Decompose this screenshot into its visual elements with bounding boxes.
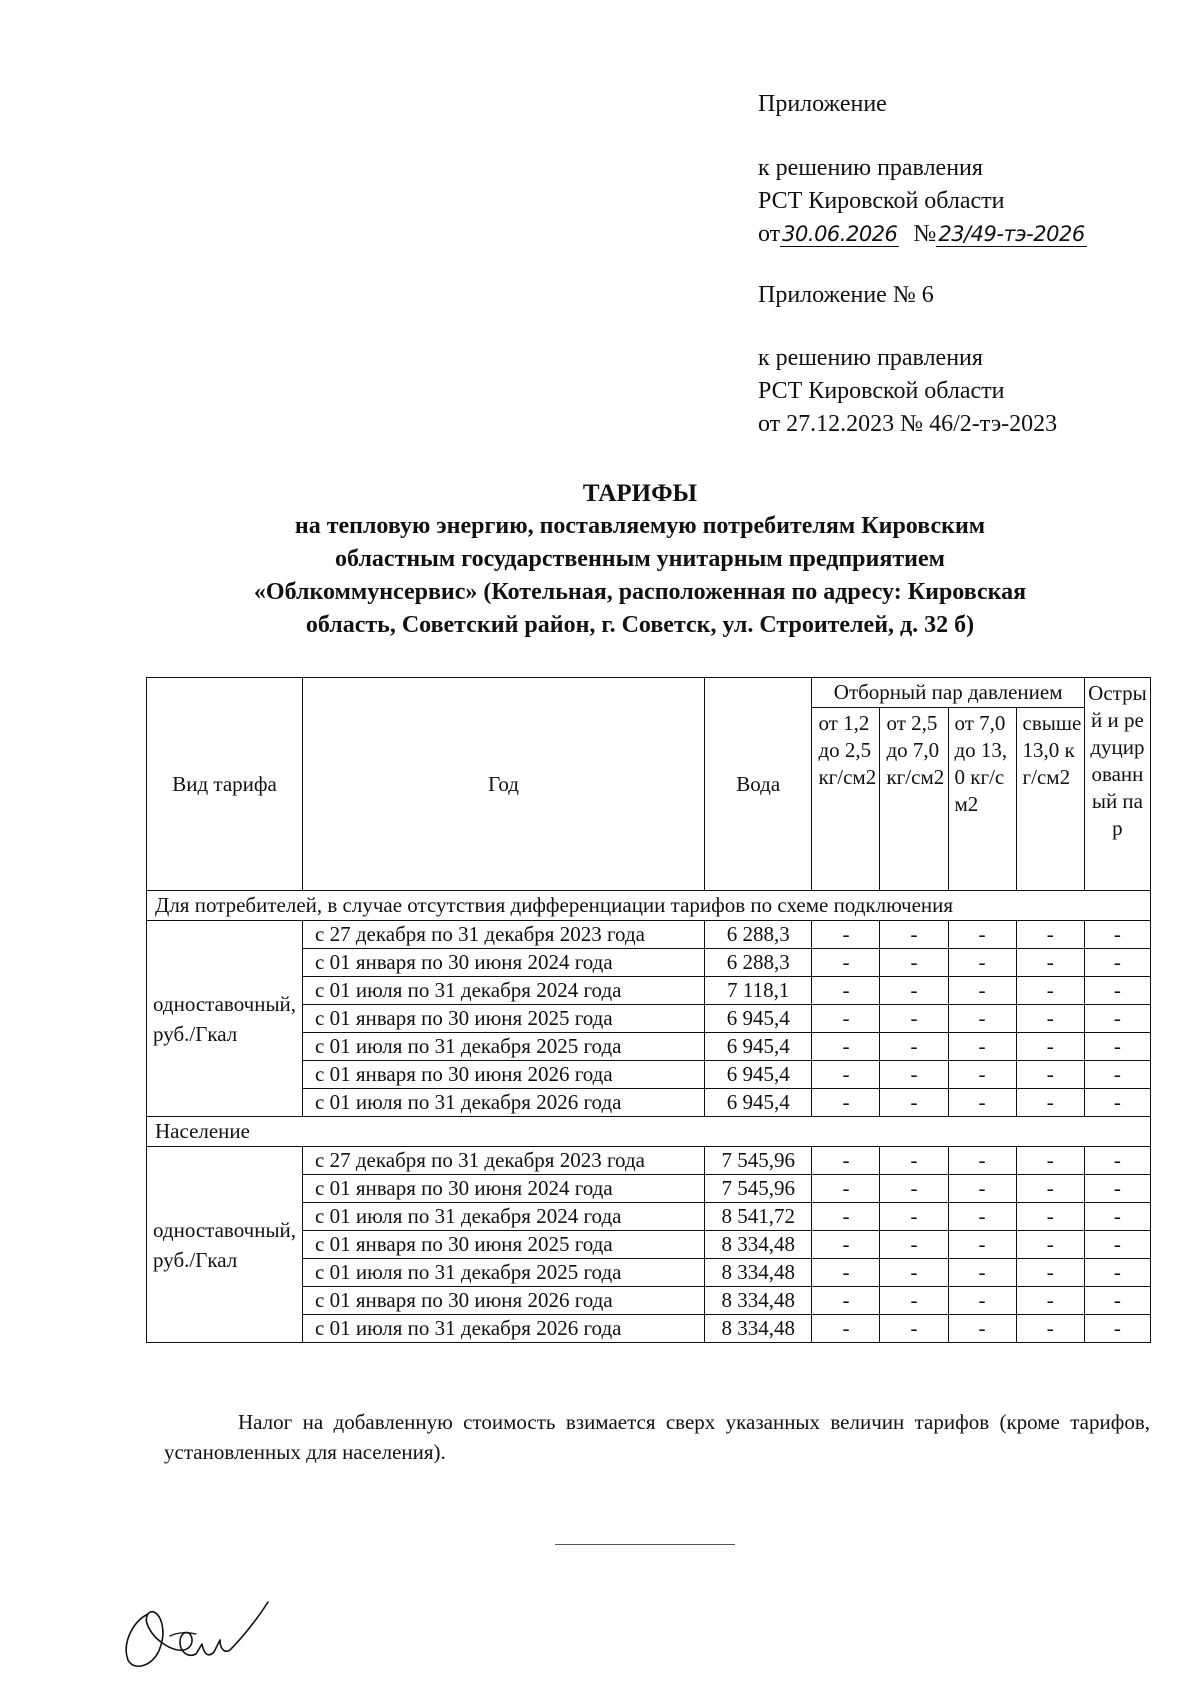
steam-tariff-cell: - [1016, 977, 1084, 1005]
steam-tariff-cell: - [1016, 921, 1084, 949]
steam-tariff-cell: - [948, 1147, 1016, 1175]
header-water: Вода [705, 678, 812, 891]
steam-tariff-cell: - [812, 1061, 880, 1089]
decision2-line-1: к решению правления [758, 345, 983, 371]
header-steam-3: от 7,0 до 13,0 кг/см2 [948, 708, 1016, 891]
tariff-kind-cell: одноставочный, руб./Гкал [147, 921, 303, 1117]
steam-tariff-cell: - [1084, 1147, 1150, 1175]
steam-tariff-cell: - [948, 1203, 1016, 1231]
period-cell: с 27 декабря по 31 декабря 2023 года [303, 1147, 705, 1175]
steam-tariff-cell: - [812, 921, 880, 949]
steam-tariff-cell: - [1016, 1231, 1084, 1259]
steam-tariff-cell: - [1016, 949, 1084, 977]
steam-tariff-cell: - [1016, 1287, 1084, 1315]
steam-tariff-cell: - [880, 1315, 948, 1343]
period-cell: с 27 декабря по 31 декабря 2023 года [303, 921, 705, 949]
header-steam-1: от 1,2 до 2,5 кг/см2 [812, 708, 880, 891]
steam-tariff-cell: - [880, 1005, 948, 1033]
title-line-1: на тепловую энергию, поставляемую потребителям Кировским [294, 513, 986, 539]
steam-tariff-cell: - [1084, 977, 1150, 1005]
steam-tariff-cell: - [880, 1203, 948, 1231]
steam-tariff-cell: - [1016, 1175, 1084, 1203]
water-tariff-cell: 8 334,48 [705, 1315, 812, 1343]
steam-tariff-cell: - [812, 1147, 880, 1175]
steam-tariff-cell: - [948, 1061, 1016, 1089]
steam-tariff-cell: - [812, 977, 880, 1005]
water-tariff-cell: 6 945,4 [705, 1033, 812, 1061]
period-cell: с 01 января по 30 июня 2024 года [303, 1175, 705, 1203]
steam-tariff-cell: - [948, 977, 1016, 1005]
appendix-6-label [758, 279, 934, 312]
appendix-label-text: Приложение [758, 91, 887, 117]
steam-tariff-cell: - [880, 977, 948, 1005]
header-steam-group: Отборный пар давлением [812, 678, 1084, 708]
steam-tariff-cell: - [948, 1033, 1016, 1061]
period-cell: с 01 июля по 31 декабря 2025 года [303, 1033, 705, 1061]
steam-tariff-cell: - [880, 949, 948, 977]
water-tariff-cell: 7 545,96 [705, 1147, 812, 1175]
steam-tariff-cell: - [1016, 1061, 1084, 1089]
header-sharp-steam: Острый и редуцированный пар [1084, 678, 1150, 891]
period-cell: с 01 января по 30 июня 2024 года [303, 949, 705, 977]
water-tariff-cell: 6 288,3 [705, 921, 812, 949]
steam-tariff-cell: - [1016, 1203, 1084, 1231]
steam-tariff-cell: - [1084, 1005, 1150, 1033]
steam-tariff-cell: - [948, 921, 1016, 949]
header-year: Год [303, 678, 705, 891]
period-cell: с 01 июля по 31 декабря 2026 года [303, 1089, 705, 1117]
header-steam-2: от 2,5 до 7,0 кг/см2 [880, 708, 948, 891]
tariff-table-body [147, 891, 1151, 1343]
water-tariff-cell: 8 334,48 [705, 1259, 812, 1287]
decision-reference-2 [758, 342, 1057, 441]
period-cell: с 01 января по 30 июня 2026 года [303, 1287, 705, 1315]
steam-tariff-cell: - [1084, 1315, 1150, 1343]
section-row [147, 891, 1151, 921]
title-line-3: «Облкоммунсервис» (Котельная, расположенная по адресу: Кировская [253, 579, 1027, 605]
period-cell: с 01 июля по 31 декабря 2025 года [303, 1259, 705, 1287]
steam-tariff-cell: - [948, 1231, 1016, 1259]
vat-note: Налог на добавленную стоимость взимается сверх указанных величин тарифов (кроме тарифов, установленных для населения). [164, 1410, 1150, 1464]
title-line-4: область, Советский район, г. Советск, ул. Строителей, д. 32 б) [305, 612, 975, 638]
steam-tariff-cell: - [812, 1033, 880, 1061]
steam-tariff-cell: - [1084, 949, 1150, 977]
steam-tariff-cell: - [948, 1315, 1016, 1343]
water-tariff-cell: 7 545,96 [705, 1175, 812, 1203]
decision-date-line [758, 218, 1087, 251]
steam-tariff-cell: - [1084, 1231, 1150, 1259]
section-title: Население [147, 1117, 1151, 1147]
steam-tariff-cell: - [812, 949, 880, 977]
steam-tariff-cell: - [1084, 1259, 1150, 1287]
title-line-2: областным государственным унитарным предприятием [335, 546, 945, 572]
water-tariff-cell: 6 945,4 [705, 1089, 812, 1117]
water-tariff-cell: 8 541,72 [705, 1203, 812, 1231]
water-tariff-cell: 6 288,3 [705, 949, 812, 977]
steam-tariff-cell: - [948, 1175, 1016, 1203]
table-row [147, 1147, 1151, 1175]
steam-tariff-cell: - [1084, 1089, 1150, 1117]
steam-tariff-cell: - [880, 1231, 948, 1259]
steam-tariff-cell: - [1084, 1061, 1150, 1089]
water-tariff-cell: 7 118,1 [705, 977, 812, 1005]
water-tariff-cell: 8 334,48 [705, 1287, 812, 1315]
steam-tariff-cell: - [1016, 1033, 1084, 1061]
steam-tariff-cell: - [1084, 1287, 1150, 1315]
period-cell: с 01 июля по 31 декабря 2024 года [303, 977, 705, 1005]
period-cell: с 01 июля по 31 декабря 2026 года [303, 1315, 705, 1343]
appendix-label [758, 88, 887, 121]
end-separator [555, 1544, 735, 1545]
steam-tariff-cell: - [812, 1089, 880, 1117]
from-prefix: от [758, 221, 781, 247]
steam-tariff-cell: - [880, 1061, 948, 1089]
water-tariff-cell: 8 334,48 [705, 1231, 812, 1259]
steam-tariff-cell: - [880, 1147, 948, 1175]
steam-tariff-cell: - [948, 1089, 1016, 1117]
steam-tariff-cell: - [1016, 1259, 1084, 1287]
steam-tariff-cell: - [812, 1287, 880, 1315]
steam-tariff-cell: - [1084, 1175, 1150, 1203]
appendix-6-label-text: Приложение № 6 [758, 282, 934, 308]
header-steam-4: свыше 13,0 кг/см2 [1016, 708, 1084, 891]
section-title: Для потребителей, в случае отсутствия дифференциации тарифов по схеме подключения [147, 891, 1151, 921]
steam-tariff-cell: - [812, 1259, 880, 1287]
steam-tariff-cell: - [948, 1287, 1016, 1315]
decision-line-2: РСТ Кировской области [758, 188, 1005, 214]
period-cell: с 01 января по 30 июня 2025 года [303, 1005, 705, 1033]
period-cell: с 01 января по 30 июня 2026 года [303, 1061, 705, 1089]
tariff-table [146, 677, 1151, 1343]
water-tariff-cell: 6 945,4 [705, 1061, 812, 1089]
period-cell: с 01 июля по 31 декабря 2024 года [303, 1203, 705, 1231]
number-prefix: № [913, 221, 937, 247]
steam-tariff-cell: - [948, 949, 1016, 977]
water-tariff-cell: 6 945,4 [705, 1005, 812, 1033]
handwritten-date: 30.06.2026 [782, 222, 898, 246]
steam-tariff-cell: - [812, 1175, 880, 1203]
steam-tariff-cell: - [812, 1005, 880, 1033]
handwritten-number: 23/49-тэ-2026 [938, 222, 1085, 246]
steam-tariff-cell: - [812, 1231, 880, 1259]
steam-tariff-cell: - [1084, 1203, 1150, 1231]
steam-tariff-cell: - [948, 1259, 1016, 1287]
steam-tariff-cell: - [1016, 1147, 1084, 1175]
section-row [147, 1117, 1151, 1147]
period-cell: с 01 января по 30 июня 2025 года [303, 1231, 705, 1259]
table-row [147, 921, 1151, 949]
steam-tariff-cell: - [812, 1315, 880, 1343]
decision-line-1: к решению правления [758, 155, 983, 181]
steam-tariff-cell: - [880, 1259, 948, 1287]
tariff-kind-cell: одноставочный, руб./Гкал [147, 1147, 303, 1343]
header-kind: Вид тарифа [147, 678, 303, 891]
steam-tariff-cell: - [1016, 1089, 1084, 1117]
steam-tariff-cell: - [1016, 1315, 1084, 1343]
decision2-line-2: РСТ Кировской области [758, 378, 1005, 404]
steam-tariff-cell: - [1084, 921, 1150, 949]
steam-tariff-cell: - [880, 1287, 948, 1315]
steam-tariff-cell: - [880, 1089, 948, 1117]
steam-tariff-cell: - [1016, 1005, 1084, 1033]
title-main: ТАРИФЫ [582, 480, 698, 507]
steam-tariff-cell: - [880, 1175, 948, 1203]
steam-tariff-cell: - [1084, 1033, 1150, 1061]
decision-reference [758, 152, 1087, 251]
steam-tariff-cell: - [948, 1005, 1016, 1033]
steam-tariff-cell: - [880, 921, 948, 949]
document-title [130, 477, 1150, 642]
steam-tariff-cell: - [812, 1203, 880, 1231]
handwritten-signature [118, 1596, 288, 1676]
decision2-line-3: от 27.12.2023 № 46/2-тэ-2023 [758, 411, 1058, 437]
steam-tariff-cell: - [880, 1033, 948, 1061]
